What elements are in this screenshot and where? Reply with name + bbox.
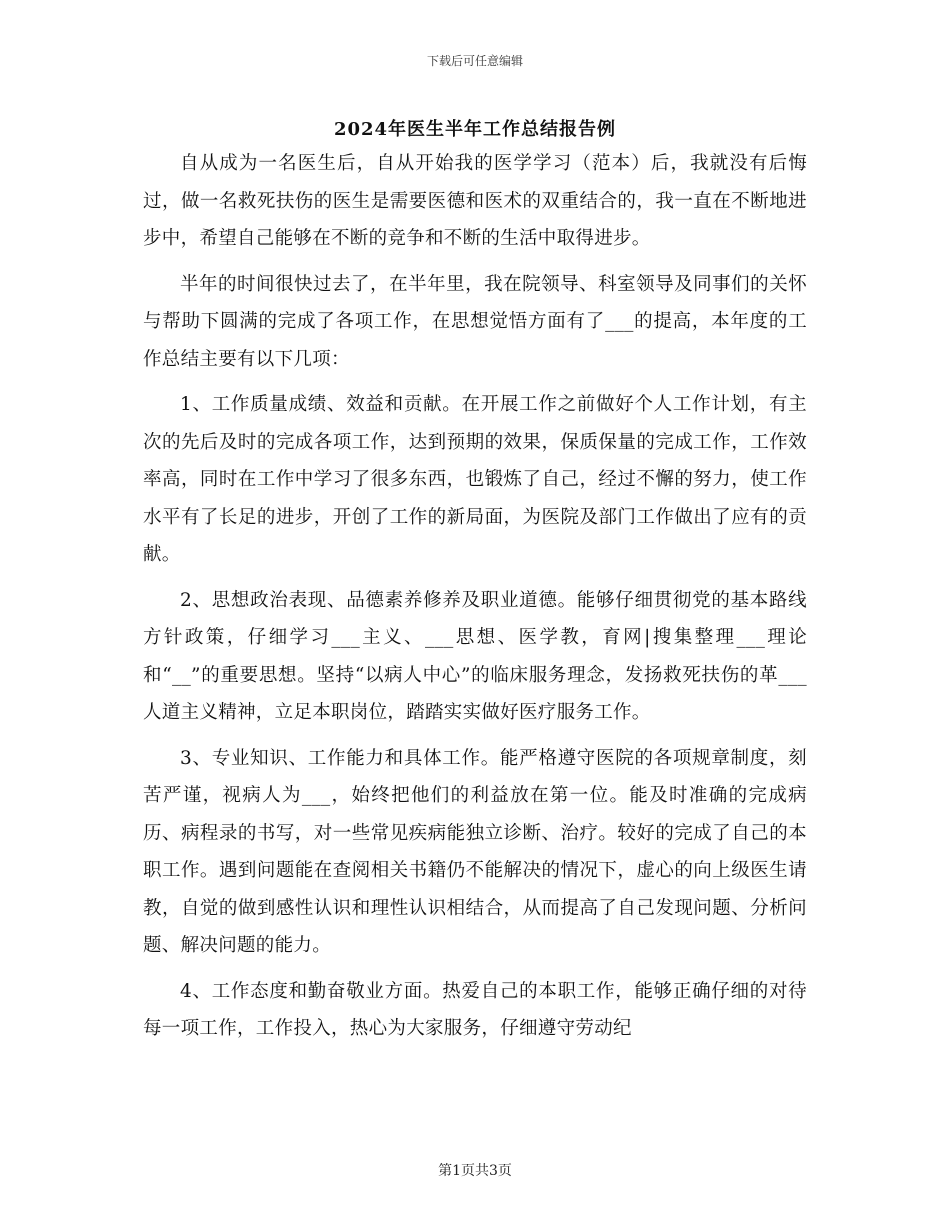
paragraph: 半年的时间很快过去了，在半年里，我在院领导、科室领导及同事们的关怀与帮助下圆满的完成了各项工作，在思想觉悟方面有了___的提高，本年度的工作总结主要有以下几项： — [143, 273, 807, 370]
paragraph: 4、工作态度和勤奋敬业方面。热爱自己的本职工作，能够正确仔细的对待每一项工作，工作投入，热心为大家服务，仔细遵守劳动纪 — [143, 980, 807, 1039]
header-note: 下载后可任意编辑 — [426, 54, 523, 68]
paragraph: 3、专业知识、工作能力和具体工作。能严格遵守医院的各项规章制度，刻苦严谨，视病人为___，始终把他们的利益放在第一位。能及时准确的完成病历、病程录的书写，对一些常见疾病能独立诊断、治疗。较好的完成了自己的本职工作。遇到问题能在查阅相关书籍仍不能解决的情况下，虚心的向上级医生请教，自觉的做到感性认识和理性认识相结合，从而提高了自己发现问题、分析问题、解决问题的能力。 — [143, 747, 807, 956]
paragraph: 2、思想政治表现、品德素养修养及职业道德。能够仔细贯彻党的基本路线方针政策，仔细学习___主义、___思想、医学教，育网|搜集整理___理论和“__”的重要思想。坚持“以病人中心”的临床服务理念，发扬救死扶伤的革___人道主义精神，立足本职岗位，踏踏实实做好医疗服务工作。 — [143, 589, 807, 723]
paragraph: 自从成为一名医生后，自从开始我的医学学习（范本）后，我就没有后悔过，做一名救死扶伤的医生是需要医德和医术的双重结合的，我一直在不断地进步中，希望自己能够在不断的竞争和不断的生活中取得进步。 — [143, 153, 807, 249]
paragraph: 1、工作质量成绩、效益和贡献。在开展工作之前做好个人工作计划，有主次的先后及时的完成各项工作，达到预期的效果，保质保量的完成工作，工作效率高，同时在工作中学习了很多东西，也锻炼了自己，经过不懈的努力，使工作水平有了长足的进步，开创了工作的新局面，为医院及部门工作做出了应有的贡献。 — [143, 394, 807, 565]
document-body — [143, 145, 807, 1056]
document-title: 2024年医生半年工作总结报告例 — [333, 119, 617, 140]
page-number: 第1页共3页 — [438, 1163, 512, 1179]
